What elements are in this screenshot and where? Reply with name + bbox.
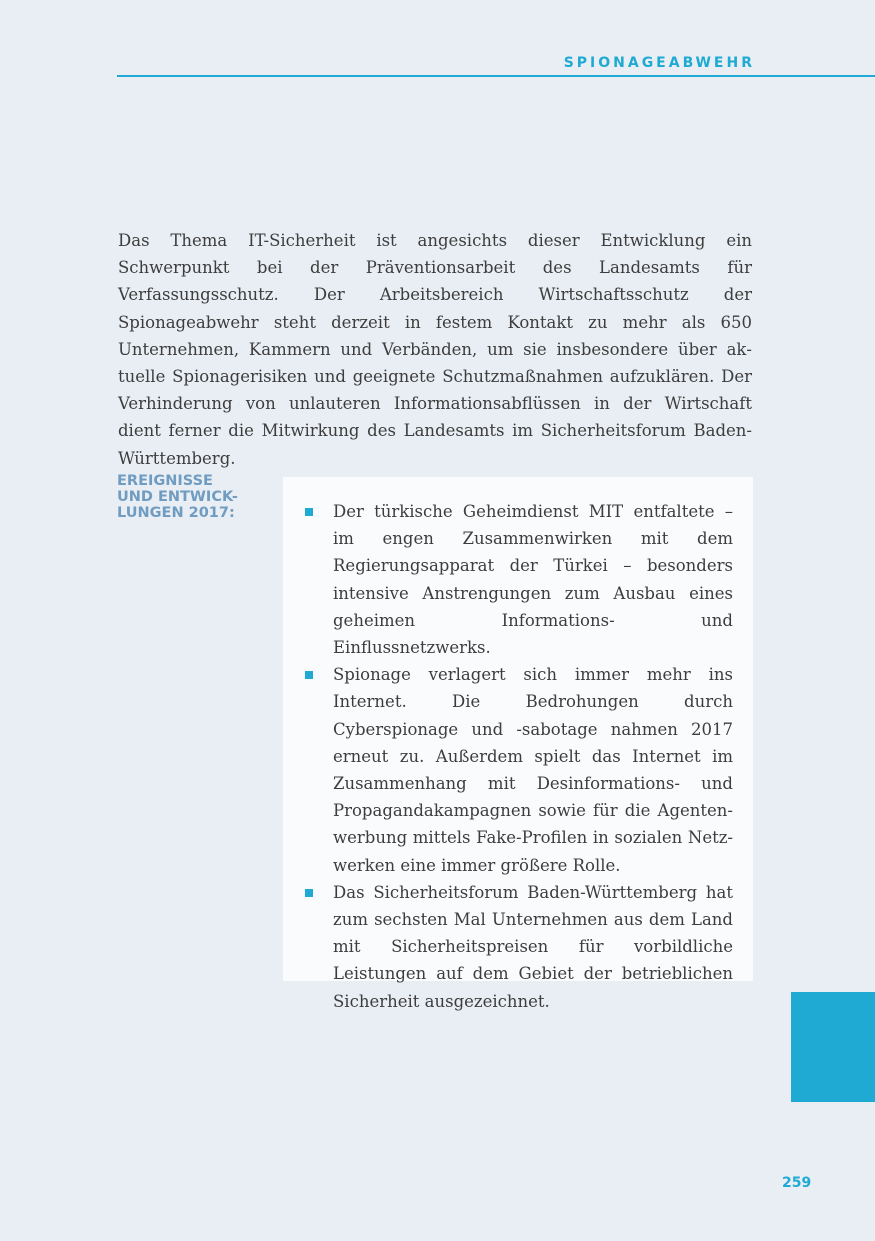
- event-item: [303, 498, 733, 661]
- event-item: [303, 879, 733, 1015]
- header-divider: [117, 75, 875, 77]
- square-bullet-icon: [305, 508, 313, 516]
- event-item: [303, 661, 733, 879]
- square-bullet-icon: [305, 671, 313, 679]
- events-list: [303, 498, 733, 1015]
- events-box: [283, 477, 753, 1011]
- section-title: SPIONAGEABWEHR: [563, 55, 755, 71]
- square-bullet-icon: [305, 889, 313, 897]
- event-text: Spionage verlagert sich immer mehr ins Internet. Die Bedrohungen durch Cyberspionage und -sabotage nahmen 2017 erneut zu. Außerdem spielt das Internet im Zusammenhang mit Desinformations- und Propagandakampagnen sowie für die Agentenwerbung mittels Fake-Profilen in sozialen Netzwerken eine immer größere Rolle.: [333, 665, 733, 875]
- intro-paragraph: Das Thema IT-Sicherheit ist angesichts dieser Entwicklung ein Schwerpunkt bei der Präventionsarbeit des Landesamts für Verfassungsschutz. Der Arbeitsbereich Wirtschaftsschutz der Spionageabwehr steht derzeit in festem Kontakt zu mehr als 650 Unternehmen, Kammern und Verbänden, um sie insbesondere über aktuelle Spionagerisiken und geeignete Schutzmaßnahmen aufzuklären. Der Verhinderung von unlauteren Informationsabflüssen in der Wirtschaft dient ferner die Mitwirkung des Landesamts im Sicherheitsforum Baden-Württemberg.: [118, 231, 752, 468]
- events-heading: EREIGNISSE UND ENTWICK- LUNGEN 2017:: [117, 473, 238, 521]
- page-number: 259: [782, 1175, 812, 1191]
- event-text: Das Sicherheitsforum Baden-Württemberg hat zum sechsten Mal Unternehmen aus dem Land mit Sicherheitspreisen für vorbildliche Leistungen auf dem Gebiet der betrieblichen Sicherheit ausgezeichnet.: [333, 882, 733, 1011]
- event-text: Der türkische Geheimdienst MIT entfaltete – im engen Zusammenwirken mit dem Regierungsapparat der Türkei – besonders intensive Anstrengungen zum Ausbau eines geheimen Informations- und Einflussnetzwerks.: [333, 502, 733, 658]
- chapter-tab: [791, 992, 875, 1102]
